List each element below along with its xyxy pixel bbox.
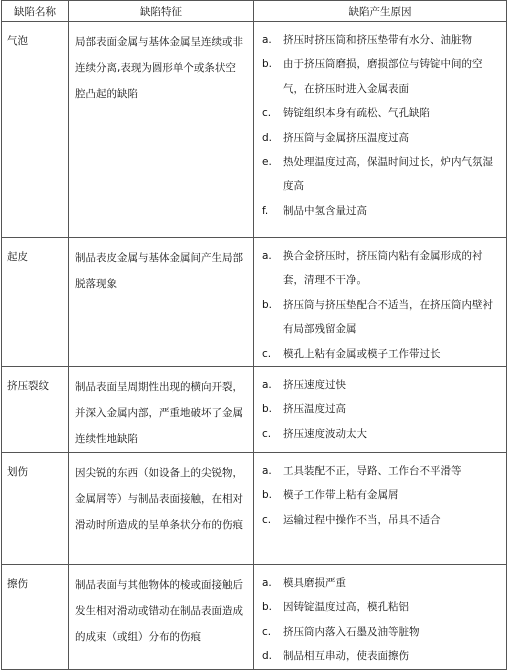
table-row [2, 238, 507, 367]
cause-letter: a. [262, 250, 272, 262]
cause-text: 由于挤压筒磨损，磨损部位与铸锭中间的空气，在挤压时进入金属表面 [283, 58, 483, 95]
table-row [2, 453, 507, 565]
defect-causes [254, 238, 507, 367]
cause-item [262, 126, 502, 150]
table-row [2, 22, 507, 238]
cause-item [262, 342, 502, 366]
cause-text: 铸锭组织本身有疏松、气孔缺陷 [283, 107, 430, 120]
cause-letter: c. [262, 625, 272, 638]
cause-item [262, 595, 502, 619]
cause-letter: c. [262, 513, 272, 526]
cause-letter: b. [262, 489, 273, 502]
defect-feature: 局部表面金属与基体金属呈连续或非连续分离,表现为圆形单个或条状空腔凸起的缺陷 [69, 22, 254, 238]
defect-name: 气泡 [2, 22, 69, 238]
defect-feature: 制品表面与其他物体的棱或面接触后发生相对滑动或错动在制品表面造成的成束（或组）分布的伤痕 [69, 565, 254, 670]
defect-feature: 制品表面呈周期性出现的横向开裂，并深入金属内部，严重地破坏了金属连续性地缺陷 [69, 367, 254, 453]
cause-text: 挤压速度波动太大 [283, 427, 367, 440]
cause-item [262, 459, 502, 483]
cause-text: 挤压筒与挤压垫配合不适当，在挤压筒内壁衬有局部残留金属 [283, 298, 493, 336]
cause-text: 工具装配不正，导路、工作台不平滑等 [283, 465, 462, 478]
cause-letter: d. [262, 131, 273, 144]
cause-letter: b. [262, 58, 273, 71]
table-header [2, 1, 507, 22]
defect-causes [254, 453, 507, 565]
header-defect-feature: 缺陷特征 [69, 1, 254, 22]
cause-item [262, 620, 502, 644]
cause-item [262, 571, 502, 595]
cause-item [262, 101, 502, 125]
cause-letter: a. [262, 577, 272, 590]
defect-table [1, 0, 507, 670]
cause-letter: b. [262, 298, 273, 311]
cause-text: 挤压筒内落入石墨及油等脏物 [283, 625, 420, 638]
cause-item [262, 150, 502, 199]
defect-feature: 因尖锐的东西（如设备上的尖锐物，金属屑等）与制品表面接触，在相对滑动时所造成的呈单条状分布的伤痕 [69, 453, 254, 565]
defect-name: 挤压裂纹 [2, 367, 69, 453]
defect-causes [254, 367, 507, 453]
cause-item [262, 293, 502, 342]
cause-letter: a. [262, 465, 272, 478]
cause-text: 模具磨损严重 [283, 577, 346, 590]
cause-letter: e. [262, 156, 272, 169]
cause-item [262, 483, 502, 507]
table-row [2, 367, 507, 453]
cause-item [262, 373, 502, 397]
cause-item [262, 244, 502, 293]
cause-text: 因铸锭温度过高，模孔粘铝 [283, 601, 409, 614]
defect-name: 擦伤 [2, 565, 69, 670]
cause-text: 挤压速度过快 [283, 379, 346, 392]
cause-item [262, 52, 502, 101]
cause-text: 挤压温度过高 [283, 403, 346, 416]
cause-item [262, 422, 502, 446]
defect-name: 起皮 [2, 238, 69, 367]
cause-text: 模子工作带上粘有金属屑 [283, 489, 399, 502]
cause-letter: b. [262, 601, 273, 614]
defect-name: 划伤 [2, 453, 69, 565]
header-defect-name: 缺陷名称 [2, 1, 69, 22]
cause-letter: c. [262, 427, 272, 440]
header-defect-cause: 缺陷产生原因 [254, 1, 507, 22]
cause-text: 制品相互串动，使表面擦伤 [283, 650, 409, 663]
defect-causes [254, 565, 507, 670]
cause-text: 挤压时挤压筒和挤压垫带有水分、油脏物 [283, 34, 472, 46]
table-body [2, 22, 507, 670]
cause-item [262, 199, 502, 223]
cause-letter: d. [262, 650, 273, 663]
cause-text: 热处理温度过高，保温时间过长，炉内气氛湿度高 [283, 156, 493, 193]
cause-item [262, 28, 502, 52]
cause-text: 换合金挤压时，挤压筒内粘有金属形成的衬套，清理不干净。 [283, 250, 483, 287]
cause-text: 运输过程中操作不当，吊具不适合 [283, 513, 441, 526]
defect-feature: 制品表皮金属与基体金属间产生局部脱落现象 [69, 238, 254, 367]
cause-letter: c. [262, 107, 272, 120]
cause-item [262, 644, 502, 668]
cause-letter: f. [262, 204, 269, 217]
cause-item [262, 508, 502, 532]
cause-letter: c. [262, 347, 272, 360]
cause-text: 挤压筒与金属挤压温度过高 [283, 131, 409, 144]
cause-letter: a. [262, 34, 272, 46]
cause-letter: b. [262, 403, 273, 416]
table-row [2, 565, 507, 670]
cause-item [262, 397, 502, 421]
cause-text: 制品中氢含量过高 [283, 204, 367, 217]
cause-letter: a. [262, 379, 272, 392]
cause-text: 模孔上粘有金属或模子工作带过长 [283, 347, 441, 360]
defect-causes [254, 22, 507, 238]
